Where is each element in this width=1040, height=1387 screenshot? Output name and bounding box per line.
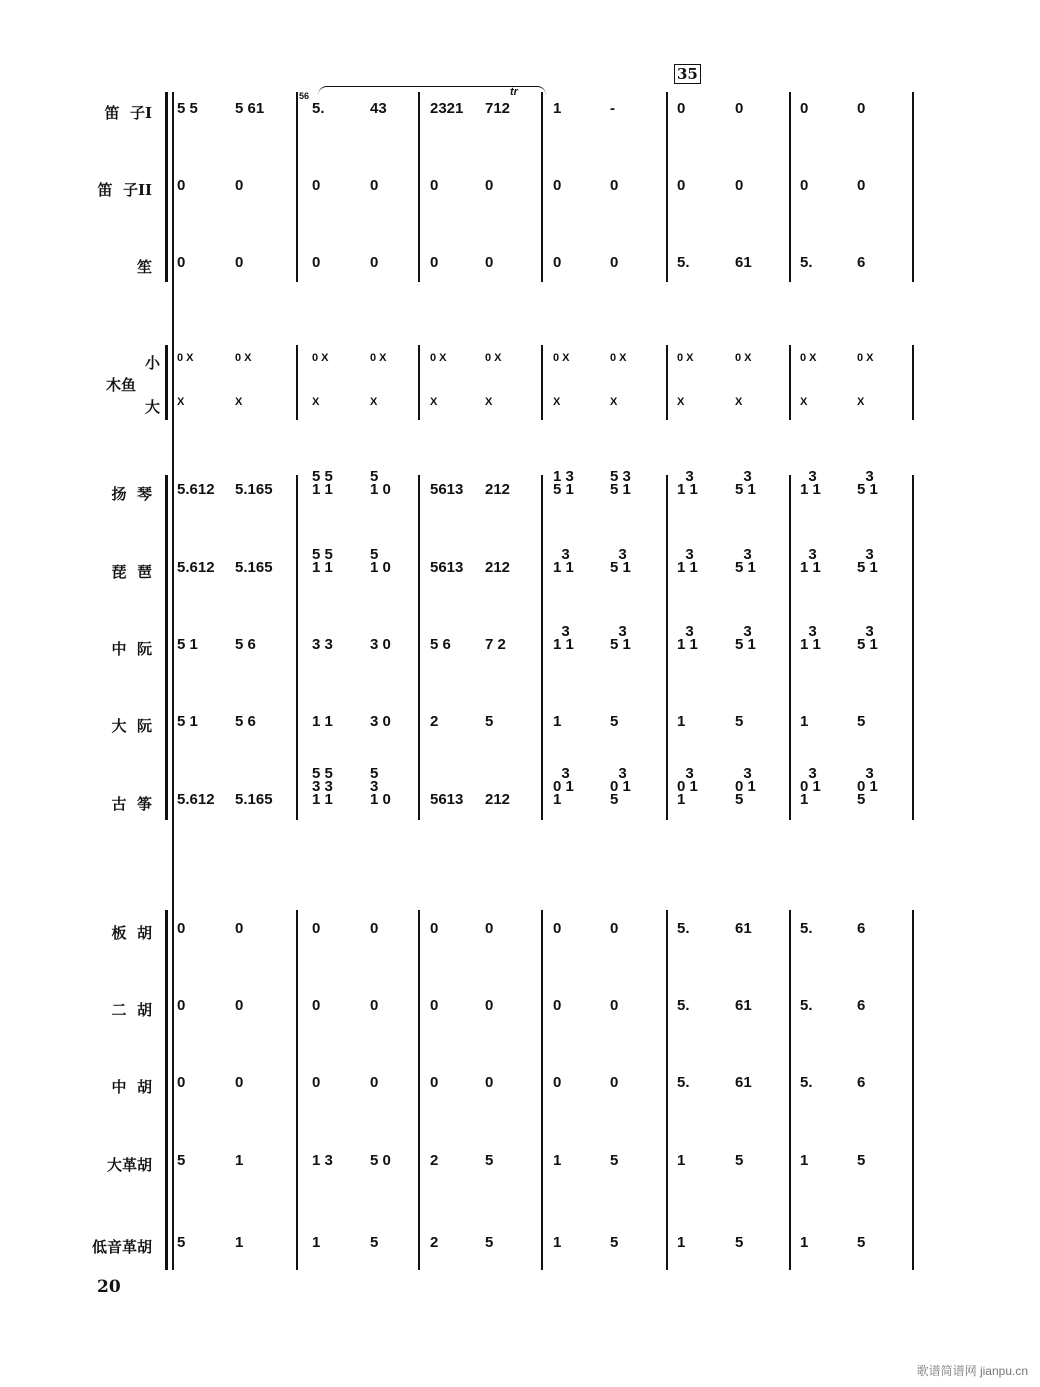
note-beat: 61 <box>735 997 752 1014</box>
note-beat: 0 X <box>235 352 252 364</box>
barline <box>789 910 791 1270</box>
note-beat: X <box>610 396 618 408</box>
note-beat: 3 1 1 <box>800 546 821 576</box>
note-beat: 0 <box>485 997 494 1014</box>
note-beat: 61 <box>735 920 752 937</box>
note-beat: 5613 <box>430 481 464 498</box>
note-beat: 5613 <box>430 559 464 576</box>
note-beat: 0 X <box>610 352 627 364</box>
note-beat: 0 X <box>312 352 329 364</box>
note-beat: 0 X <box>177 352 194 364</box>
note-beat: 5. <box>800 997 813 1014</box>
note-beat: 0 <box>430 997 439 1014</box>
note-beat: 3 1 1 <box>677 623 698 653</box>
group-bracket <box>165 910 168 1270</box>
note-beat: X <box>177 396 185 408</box>
barline <box>296 92 298 282</box>
barline <box>418 910 420 1270</box>
note-beat: 0 <box>235 254 244 271</box>
note-beat: X <box>857 396 865 408</box>
barline <box>418 92 420 282</box>
note-beat: 61 <box>735 1074 752 1091</box>
note-beat: 5 <box>485 713 494 730</box>
note-beat: 5 1 <box>177 713 198 730</box>
note-beat: 3 5 1 <box>610 546 631 576</box>
note-beat: 7 2 <box>485 636 506 653</box>
note-beat: 5 1 0 <box>370 546 391 576</box>
note-beat: 5 <box>177 1234 186 1251</box>
staff-label: 二 胡 <box>111 1001 152 1019</box>
note-beat: 6 <box>857 254 866 271</box>
note-beat: 0 <box>553 177 562 194</box>
note-beat: 0 <box>370 177 379 194</box>
note-beat: X <box>677 396 685 408</box>
note-beat: 5 1 <box>177 636 198 653</box>
note-beat: 5 <box>485 1234 494 1251</box>
note-beat: 3 0 1 1 <box>553 765 574 808</box>
note-beat: 0 <box>610 254 619 271</box>
page-number: 20 <box>97 1277 121 1297</box>
note-beat: 5. <box>800 920 813 937</box>
note-beat: 5 <box>610 1152 619 1169</box>
note-beat: 0 <box>485 254 494 271</box>
staff-label: 笙 <box>136 258 152 276</box>
note-beat: 2 <box>430 713 439 730</box>
barline <box>912 92 914 282</box>
note-beat: 5. <box>677 997 690 1014</box>
note-beat: 212 <box>485 481 511 498</box>
group-bracket <box>165 345 168 420</box>
note-beat: 5 <box>370 1234 379 1251</box>
note-beat: 5. <box>800 254 813 271</box>
note-beat: 0 <box>312 254 321 271</box>
barline <box>541 92 543 282</box>
note-beat: 3 0 <box>370 713 391 730</box>
note-beat: 1 <box>553 1234 562 1251</box>
note-beat: X <box>735 396 743 408</box>
note-beat: 0 X <box>677 352 694 364</box>
note-beat: 5 6 <box>235 713 256 730</box>
note-beat: 5. <box>677 920 690 937</box>
note-beat: 0 X <box>735 352 752 364</box>
note-beat: 0 <box>610 177 619 194</box>
note-beat: 0 X <box>370 352 387 364</box>
note-beat: 0 <box>610 997 619 1014</box>
note-beat: 3 5 1 <box>735 623 756 653</box>
note-beat: 0 <box>177 177 186 194</box>
note-beat: 0 <box>800 177 809 194</box>
note-beat: 6 <box>857 920 866 937</box>
note-beat: 5 61 <box>235 100 265 117</box>
note-beat: 5 5 1 1 <box>312 546 333 576</box>
note-beat: 1 <box>553 100 562 117</box>
staff-label: 板 胡 <box>111 924 152 942</box>
note-beat: 5 5 1 1 <box>312 468 333 498</box>
note-beat: 5. <box>677 254 690 271</box>
note-beat: 3 0 1 5 <box>735 765 756 808</box>
barline <box>296 345 298 420</box>
note-beat: 0 <box>430 920 439 937</box>
note-beat: 0 <box>177 997 186 1014</box>
note-beat: 0 <box>735 100 744 117</box>
note-beat: 0 <box>735 177 744 194</box>
note-beat: 1 1 <box>312 713 333 730</box>
note-beat: 5 <box>735 1234 744 1251</box>
note-beat: 0 <box>370 997 379 1014</box>
note-beat: 3 3 <box>312 636 333 653</box>
note-beat: 3 1 1 <box>677 468 698 498</box>
barline <box>912 475 914 820</box>
note-beat: 0 <box>553 920 562 937</box>
note-beat: 1 <box>553 1152 562 1169</box>
note-beat: 0 <box>677 177 686 194</box>
group-bracket <box>165 92 168 282</box>
note-beat: 0 <box>430 1074 439 1091</box>
note-beat: 0 <box>553 254 562 271</box>
staff-label: 大革胡 <box>106 1156 152 1174</box>
note-beat: 3 5 1 <box>610 623 631 653</box>
note-beat: X <box>800 396 808 408</box>
note-beat: 1 <box>677 1234 686 1251</box>
note-beat: 3 5 1 <box>857 468 878 498</box>
note-beat: 0 <box>312 920 321 937</box>
barline <box>296 475 298 820</box>
note-beat: 5 1 0 <box>370 468 391 498</box>
note-beat: 3 1 1 <box>800 623 821 653</box>
barline <box>666 345 668 420</box>
note-beat: 0 <box>485 1074 494 1091</box>
note-beat: 5 <box>610 1234 619 1251</box>
note-beat: 0 <box>177 920 186 937</box>
note-beat: 5 <box>857 1152 866 1169</box>
note-beat: 5.612 <box>177 481 215 498</box>
note-beat: 0 <box>370 254 379 271</box>
barline <box>541 345 543 420</box>
note-beat: 3 0 1 1 <box>800 765 821 808</box>
staff-group-label: 木鱼 <box>106 376 137 394</box>
note-beat: 0 <box>235 1074 244 1091</box>
barline <box>789 92 791 282</box>
note-beat: 3 0 <box>370 636 391 653</box>
staff-label: 大 阮 <box>111 717 152 735</box>
note-beat: 1 <box>235 1152 244 1169</box>
note-beat: 3 1 1 <box>553 623 574 653</box>
system-line <box>172 92 174 1270</box>
staff-label: 琵 琶 <box>111 563 152 581</box>
note-beat: 5 <box>857 713 866 730</box>
note-beat: 5. <box>312 100 325 117</box>
note-beat: 3 5 1 <box>857 623 878 653</box>
barline <box>666 475 668 820</box>
trill-mark: tr <box>510 86 518 98</box>
note-beat: 712 <box>485 100 511 117</box>
note-beat: 6 <box>857 997 866 1014</box>
note-beat: 5 <box>735 1152 744 1169</box>
note-beat: 5. <box>800 1074 813 1091</box>
note-beat: 5 0 <box>370 1152 391 1169</box>
barline <box>418 345 420 420</box>
note-beat: 5.612 <box>177 791 215 808</box>
note-beat: 5 <box>735 713 744 730</box>
note-beat: 5 <box>857 1234 866 1251</box>
note-beat: 3 1 1 <box>553 546 574 576</box>
staff-label: 低音革胡 <box>91 1238 152 1256</box>
watermark: 歌谱简谱网 jianpu.cn <box>916 1364 1028 1378</box>
staff-label: 笛 子I <box>104 104 152 122</box>
note-beat: 2 <box>430 1234 439 1251</box>
note-beat: 1 <box>235 1234 244 1251</box>
note-beat: 0 <box>430 254 439 271</box>
barline <box>296 910 298 1270</box>
note-beat: 1 <box>800 713 809 730</box>
note-beat: 43 <box>370 100 387 117</box>
note-beat: 5 6 <box>430 636 451 653</box>
staff-label: 笛 子II <box>97 181 152 199</box>
note-beat: 61 <box>735 254 752 271</box>
note-beat: 2321 <box>430 100 464 117</box>
note-beat: 0 <box>370 920 379 937</box>
note-beat: 0 <box>857 177 866 194</box>
note-beat: 3 5 1 <box>857 546 878 576</box>
note-beat: 5 3 1 0 <box>370 765 391 808</box>
note-beat: 1 <box>677 713 686 730</box>
note-beat: 0 <box>677 100 686 117</box>
rehearsal-mark: 35 <box>674 64 701 84</box>
note-beat: X <box>370 396 378 408</box>
staff-label: 古 筝 <box>111 795 152 813</box>
note-beat: 0 X <box>800 352 817 364</box>
note-beat: 0 <box>553 1074 562 1091</box>
note-beat: 0 <box>177 254 186 271</box>
note-beat: 5 <box>485 1152 494 1169</box>
note-beat: 212 <box>485 791 511 808</box>
note-beat: 0 <box>235 997 244 1014</box>
note-beat: 0 X <box>553 352 570 364</box>
barline <box>912 345 914 420</box>
note-beat: 3 1 1 <box>800 468 821 498</box>
note-beat: X <box>430 396 438 408</box>
note-beat: 0 X <box>485 352 502 364</box>
barline <box>912 910 914 1270</box>
note-beat: 3 5 1 <box>735 468 756 498</box>
note-beat: 6 <box>857 1074 866 1091</box>
note-beat: 5613 <box>430 791 464 808</box>
note-beat: 1 <box>677 1152 686 1169</box>
note-beat: 5.165 <box>235 791 273 808</box>
note-beat: 0 <box>485 920 494 937</box>
staff-label: 小 <box>144 354 160 372</box>
note-beat: 0 <box>312 997 321 1014</box>
note-beat: X <box>312 396 320 408</box>
note-beat: 0 <box>553 997 562 1014</box>
note-beat: 5 5 3 3 1 1 <box>312 765 333 808</box>
note-beat: X <box>553 396 561 408</box>
note-beat: 2 <box>430 1152 439 1169</box>
note-beat: 1 <box>800 1152 809 1169</box>
note-beat: 3 0 1 5 <box>610 765 631 808</box>
note-beat: 0 X <box>857 352 874 364</box>
note-beat: 0 <box>430 177 439 194</box>
note-beat: 5.165 <box>235 481 273 498</box>
note-beat: 0 <box>610 1074 619 1091</box>
note-beat: 5 <box>177 1152 186 1169</box>
grace-note: 56 <box>299 91 310 101</box>
note-beat: 0 <box>312 177 321 194</box>
note-beat: - <box>610 100 615 117</box>
note-beat: 5 <box>610 713 619 730</box>
note-beat: 5.165 <box>235 559 273 576</box>
barline <box>418 475 420 820</box>
staff-label: 大 <box>144 398 160 416</box>
note-beat: 0 <box>235 920 244 937</box>
note-beat: 1 <box>800 1234 809 1251</box>
barline <box>541 475 543 820</box>
phrase-slur <box>318 86 546 95</box>
note-beat: 5.612 <box>177 559 215 576</box>
note-beat: 0 <box>177 1074 186 1091</box>
note-beat: 5 3 5 1 <box>610 468 631 498</box>
note-beat: 1 3 <box>312 1152 333 1169</box>
note-beat: 3 1 1 <box>677 546 698 576</box>
note-beat: 1 3 5 1 <box>553 468 574 498</box>
note-beat: 3 0 1 1 <box>677 765 698 808</box>
note-beat: 5 6 <box>235 636 256 653</box>
note-beat: 0 <box>857 100 866 117</box>
note-beat: 0 <box>610 920 619 937</box>
note-beat: 0 <box>312 1074 321 1091</box>
barline <box>666 910 668 1270</box>
note-beat: 0 <box>370 1074 379 1091</box>
staff-label: 中 阮 <box>111 640 152 658</box>
note-beat: 0 <box>235 177 244 194</box>
staff-label: 扬 琴 <box>111 485 152 503</box>
note-beat: 212 <box>485 559 511 576</box>
note-beat: 3 5 1 <box>735 546 756 576</box>
staff-label: 中 胡 <box>111 1078 152 1096</box>
note-beat: 0 X <box>430 352 447 364</box>
note-beat: 1 <box>312 1234 321 1251</box>
note-beat: X <box>235 396 243 408</box>
note-beat: 5 5 <box>177 100 198 117</box>
barline <box>666 92 668 282</box>
note-beat: 0 <box>485 177 494 194</box>
group-bracket <box>165 475 168 820</box>
note-beat: 1 <box>553 713 562 730</box>
note-beat: 3 0 1 5 <box>857 765 878 808</box>
note-beat: X <box>485 396 493 408</box>
note-beat: 0 <box>800 100 809 117</box>
barline <box>789 475 791 820</box>
barline <box>541 910 543 1270</box>
note-beat: 5. <box>677 1074 690 1091</box>
barline <box>789 345 791 420</box>
